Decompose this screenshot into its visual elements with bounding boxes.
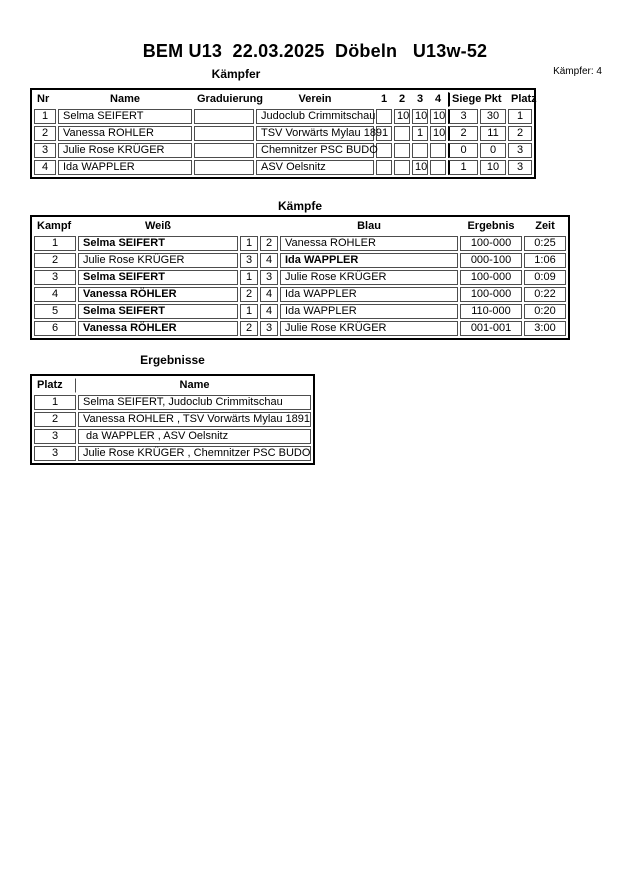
fight-time: 0:20	[524, 304, 566, 319]
blue-fighter-name: Julie Rose KRÜGER	[280, 321, 458, 336]
fighter-verein: ASV Oelsnitz	[256, 160, 374, 175]
white-fighter-name: Selma SEIFERT	[78, 270, 238, 285]
white-fighter-name: Vanessa RÖHLER	[78, 321, 238, 336]
table-row	[34, 236, 566, 251]
white-fighter-name: Vanessa RÖHLER	[78, 287, 238, 302]
fighter-graduierung	[194, 109, 254, 124]
round-3-score: 10	[412, 160, 428, 175]
result-name: Selma SEIFERT, Judoclub Crimmitschau	[78, 395, 311, 410]
fighter-nr: 3	[34, 143, 56, 158]
fighter-pkt: 0	[480, 143, 506, 158]
round-1-score	[376, 143, 392, 158]
fighter-name: Selma SEIFERT	[58, 109, 192, 124]
fighter-verein: Chemnitzer PSC BUDO	[256, 143, 374, 158]
fights-header-row	[34, 219, 566, 234]
fights-table	[30, 215, 570, 340]
table-row	[34, 304, 566, 319]
blue-fighter-name: Ida WAPPLER	[280, 287, 458, 302]
fighter-graduierung	[194, 160, 254, 175]
round-4-score	[430, 160, 446, 175]
header-spacer	[260, 219, 278, 234]
fight-number: 1	[34, 236, 76, 251]
fight-result: 001-001	[460, 321, 522, 336]
results-table-title: Ergebnisse	[140, 353, 205, 367]
header-round-2: 2	[398, 93, 406, 105]
table-row	[34, 126, 532, 141]
table-row	[34, 395, 311, 410]
fighters-table	[30, 88, 536, 179]
white-fighter-name: Julie Rose KRÜGER	[78, 253, 238, 268]
result-place: 2	[34, 412, 76, 427]
fight-time: 0:25	[524, 236, 566, 251]
header-name: Name	[110, 93, 140, 105]
blue-fighter-nr: 4	[260, 304, 278, 319]
fighter-siege: 2	[448, 126, 478, 141]
fighter-count-label: Kämpfer: 4	[553, 66, 602, 77]
fighter-siege: 3	[448, 109, 478, 124]
blue-fighter-name: Vanessa ROHLER	[280, 236, 458, 251]
round-2-score: 10	[394, 109, 410, 124]
result-name: da WAPPLER , ASV Oelsnitz	[78, 429, 311, 444]
round-4-score: 10	[430, 126, 446, 141]
fighter-name: Vanessa ROHLER	[58, 126, 192, 141]
blue-fighter-nr: 2	[260, 236, 278, 251]
fighter-name: Julie Rose KRÜGER	[58, 143, 192, 158]
blue-fighter-name: Ida WAPPLER	[280, 253, 458, 268]
fighter-verein: Judoclub Crimmitschau	[256, 109, 374, 124]
table-row	[34, 446, 311, 461]
blue-fighter-nr: 4	[260, 287, 278, 302]
blue-fighter-name: Ida WAPPLER	[280, 304, 458, 319]
fighter-platz: 2	[508, 126, 532, 141]
header-ergebnis: Ergebnis	[467, 220, 515, 232]
header-weiss: Weiß	[144, 220, 172, 232]
white-fighter-nr: 1	[240, 270, 258, 285]
results-table	[30, 374, 315, 465]
header-platz: Platz	[511, 93, 537, 105]
header-round-1: 1	[380, 93, 388, 105]
fighters-header-row	[34, 92, 532, 107]
fighter-pkt: 11	[480, 126, 506, 141]
header-zeit: Zeit	[535, 220, 555, 232]
fighter-nr: 1	[34, 109, 56, 124]
header-round-4: 4	[434, 93, 442, 105]
fight-number: 3	[34, 270, 76, 285]
result-name: Vanessa ROHLER , TSV Vorwärts Mylau 1891	[78, 412, 311, 427]
table-row	[34, 412, 311, 427]
fight-number: 4	[34, 287, 76, 302]
blue-fighter-nr: 3	[260, 321, 278, 336]
header-round-3: 3	[416, 93, 424, 105]
round-2-score	[394, 143, 410, 158]
round-4-score	[430, 143, 446, 158]
result-place: 1	[34, 395, 76, 410]
header-siege: Siege	[448, 92, 478, 107]
fighter-platz: 3	[508, 160, 532, 175]
fighter-nr: 4	[34, 160, 56, 175]
fighter-graduierung	[194, 126, 254, 141]
white-fighter-nr: 1	[240, 304, 258, 319]
blue-fighter-name: Julie Rose KRÜGER	[280, 270, 458, 285]
fighter-pkt: 30	[480, 109, 506, 124]
results-header-row	[34, 378, 311, 393]
header-blau: Blau	[357, 220, 381, 232]
result-name: Julie Rose KRÜGER , Chemnitzer PSC BUDO	[78, 446, 311, 461]
fight-number: 5	[34, 304, 76, 319]
white-fighter-nr: 3	[240, 253, 258, 268]
fight-time: 0:22	[524, 287, 566, 302]
fight-number: 6	[34, 321, 76, 336]
header-name: Name	[179, 379, 210, 391]
header-spacer	[240, 219, 258, 234]
header-platz: Platz	[34, 378, 76, 393]
fighter-nr: 2	[34, 126, 56, 141]
table-row	[34, 287, 566, 302]
fight-result: 100-000	[460, 236, 522, 251]
round-2-score	[394, 160, 410, 175]
round-2-score	[394, 126, 410, 141]
round-3-score: 1	[412, 126, 428, 141]
round-1-score	[376, 160, 392, 175]
fight-result: 110-000	[460, 304, 522, 319]
white-fighter-name: Selma SEIFERT	[78, 236, 238, 251]
table-row	[34, 160, 532, 175]
table-row	[34, 321, 566, 336]
white-fighter-nr: 2	[240, 321, 258, 336]
page-title: BEM U13 22.03.2025 Döbeln U13w-52	[142, 41, 488, 61]
fighter-verein: TSV Vorwärts Mylau 1891	[256, 126, 374, 141]
fight-result: 100-000	[460, 287, 522, 302]
fight-time: 1:06	[524, 253, 566, 268]
table-row	[34, 109, 532, 124]
fighters-table-title: Kämpfer	[211, 67, 261, 81]
fighter-platz: 3	[508, 143, 532, 158]
table-row	[34, 429, 311, 444]
white-fighter-nr: 1	[240, 236, 258, 251]
header-graduierung: Graduierung	[197, 93, 264, 105]
fight-time: 0:09	[524, 270, 566, 285]
blue-fighter-nr: 4	[260, 253, 278, 268]
header-kampf: Kampf	[37, 220, 72, 232]
round-3-score	[412, 143, 428, 158]
header-nr: Nr	[37, 93, 50, 105]
fighter-name: Ida WAPPLER	[58, 160, 192, 175]
white-fighter-name: Selma SEIFERT	[78, 304, 238, 319]
header-pkt: Pkt	[484, 93, 502, 105]
round-1-score	[376, 109, 392, 124]
fighter-siege: 0	[448, 143, 478, 158]
white-fighter-nr: 2	[240, 287, 258, 302]
fight-time: 3:00	[524, 321, 566, 336]
fight-result: 000-100	[460, 253, 522, 268]
table-row	[34, 143, 532, 158]
blue-fighter-nr: 3	[260, 270, 278, 285]
table-row	[34, 253, 566, 268]
fighter-pkt: 10	[480, 160, 506, 175]
result-place: 3	[34, 429, 76, 444]
header-verein: Verein	[298, 93, 332, 105]
table-row	[34, 270, 566, 285]
round-3-score: 10	[412, 109, 428, 124]
result-place: 3	[34, 446, 76, 461]
fight-number: 2	[34, 253, 76, 268]
round-4-score: 10	[430, 109, 446, 124]
fighter-platz: 1	[508, 109, 532, 124]
fight-result: 100-000	[460, 270, 522, 285]
fighter-graduierung	[194, 143, 254, 158]
fighter-siege: 1	[448, 160, 478, 175]
fights-table-title: Kämpfe	[277, 199, 322, 213]
